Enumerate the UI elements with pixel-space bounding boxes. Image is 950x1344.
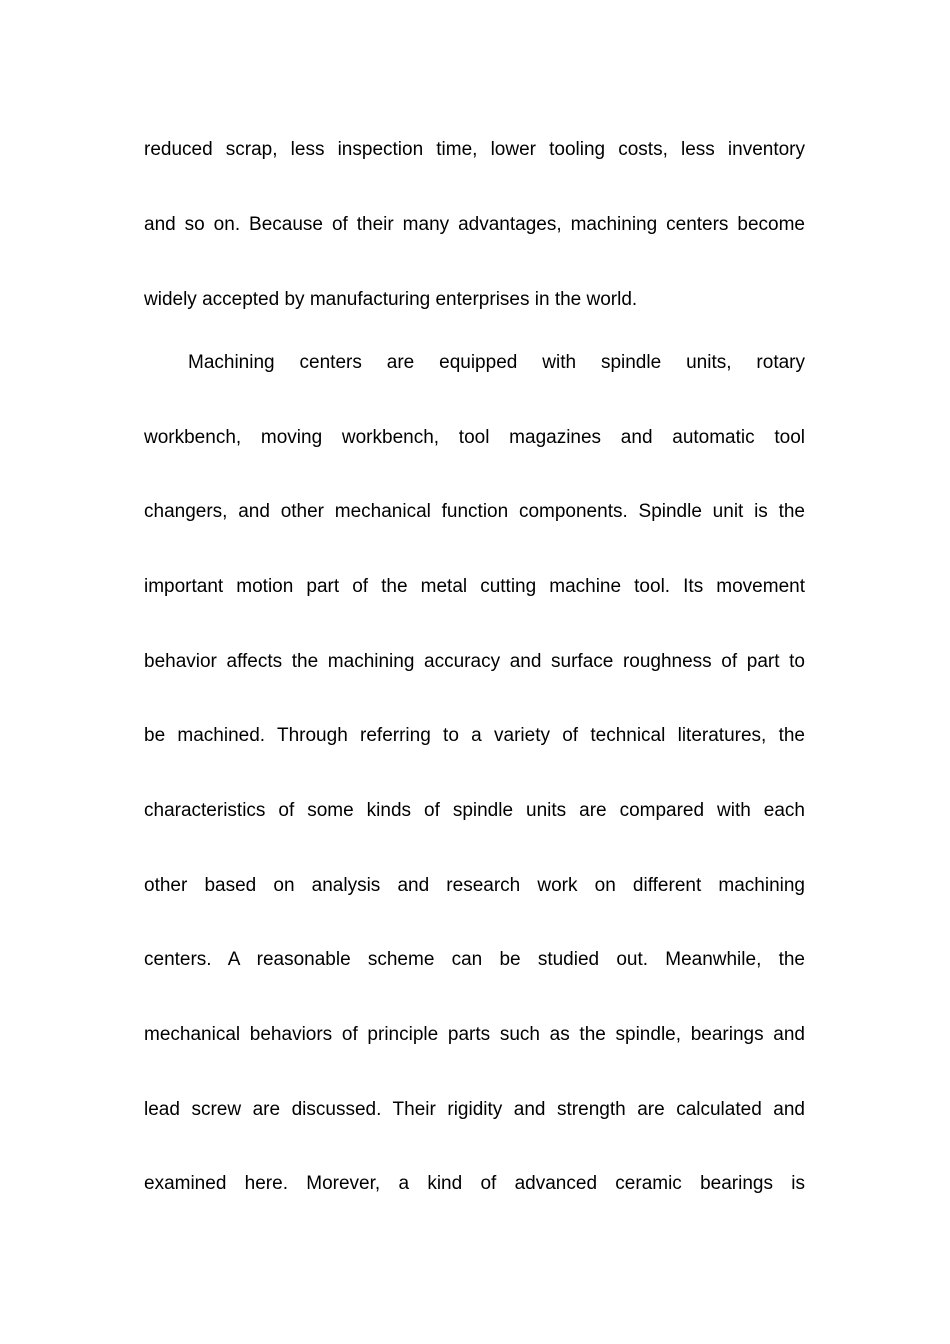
text-line: widely accepted by manufacturing enterprises in the world. [144,289,638,310]
text-line: reduced scrap, less inspection time, lower tooling costs, less inventory [144,139,805,160]
text-line: Machining centers are equipped with spindle units, rotary [188,352,805,373]
text-line: lead screw are discussed. Their rigidity and strength are calculated and [144,1099,805,1120]
text-line: behavior affects the machining accuracy and surface roughness of part to [144,651,805,672]
text-line: centers. A reasonable scheme can be studied out. Meanwhile, the [144,949,805,970]
text-line: other based on analysis and research work on different machining [144,875,805,896]
text-line: important motion part of the metal cutting machine tool. Its movement [144,576,805,597]
text-line: mechanical behaviors of principle parts such as the spindle, bearings and [144,1024,805,1045]
text-line: workbench, moving workbench, tool magazines and automatic tool [144,427,805,448]
text-line: examined here. Morever, a kind of advanced ceramic bearings is [144,1173,805,1194]
text-line: be machined. Through referring to a variety of technical literatures, the [144,725,805,746]
text-line: changers, and other mechanical function components. Spindle unit is the [144,501,805,522]
text-line: and so on. Because of their many advantages, machining centers become [144,214,805,235]
text-line: characteristics of some kinds of spindle units are compared with each [144,800,805,821]
